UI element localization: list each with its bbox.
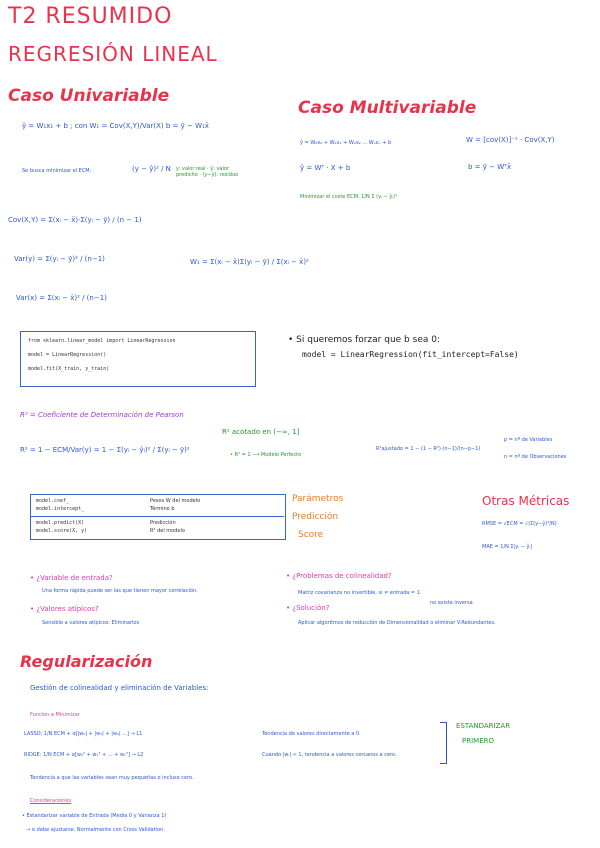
page-title: T2 RESUMIDO xyxy=(8,4,173,29)
estandarizar-label: ESTANDARIZAR xyxy=(456,722,511,730)
answer-input-variable: Una forma rápida puede ser las que tienen mayor correlación. xyxy=(42,588,198,594)
univariable-yhat-eq: ŷ = W₁x₁ + b ; con W₁ = Cov(X,Y)/Var(X) b = ȳ − W₁x̄ xyxy=(22,122,209,130)
primero-label: PRIMERO xyxy=(462,737,494,745)
r2-range: R² acotado en (−∞, 1] xyxy=(222,428,300,436)
metrics-box-divider xyxy=(30,516,284,517)
ecm-notes: y: valor real · ŷ: valor predicho · (y−ŷ): residuo xyxy=(176,166,239,178)
var-x-formula: Var(x) = Σ(xᵢ − x̄)² / (n−1) xyxy=(16,294,107,302)
mae-formula: MAE = 1/N Σ|yᵢ − ŷᵢ| xyxy=(482,544,533,550)
other-metrics-heading: Otras Métricas xyxy=(482,494,570,508)
multivariable-b-eq: b = ȳ − Wᵀx̄ xyxy=(468,163,511,171)
funcion-minimizar: Función a Minimizar xyxy=(30,712,80,718)
r2-adjusted: R²ajustado = 1 − (1 − R²)·(n−1)/(n−p−1) xyxy=(376,446,481,452)
consideracion-2: → α debe ajustarse. Normalmente con Cross Validation. xyxy=(26,827,165,833)
question-collinearity: • ¿Problemas de colinealidad? xyxy=(286,572,392,580)
question-outliers: • ¿Valores atípicos? xyxy=(30,605,99,613)
multivariable-eq2: ŷ = Wᵀ · X + b xyxy=(300,164,351,172)
multivariable-w-eq: W = [cov(X)]⁻¹ · Cov(X,Y) xyxy=(466,136,555,144)
metrics-right-2: Término b xyxy=(150,506,175,512)
question-input-variable: • ¿Variable de entrada? xyxy=(30,574,113,582)
answer-outliers: Sensible a valores atípicos: Eliminarlos xyxy=(42,620,140,626)
question-solution: • ¿Solución? xyxy=(286,604,330,612)
cov-formula: Cov(X,Y) = Σ(xᵢ − x̄)·Σ(yᵢ − ȳ) / (n − 1) xyxy=(8,216,142,224)
regularizacion-heading: Regularización xyxy=(20,652,153,671)
force-note-line1: • Si queremos forzar que b sea 0: xyxy=(288,335,440,345)
w1-formula: W₁ = Σ(xᵢ − x̄)Σ(yᵢ − ȳ) / Σ(xᵢ − x̄)² xyxy=(190,258,309,266)
answer-collinearity-note: no existe inversa xyxy=(430,600,473,606)
regularizacion-bracket xyxy=(440,722,447,764)
metrics-left-1: model.coef_ xyxy=(36,498,70,504)
ecm-label: Se busca minimizar el ECM: xyxy=(22,168,92,174)
ridge-eq: RIDGE: 1/N ECM + α[w₀² + w₁² + ... + wₙ²] → L2 xyxy=(24,752,144,758)
side-label-prediccion: Predicción xyxy=(292,512,339,522)
page-subtitle: REGRESIÓN LINEAL xyxy=(8,42,218,66)
metrics-right-4: R² del modelo xyxy=(150,528,185,534)
r2-formula: R² = 1 − ECM/Var(y) = 1 − Σ(yᵢ − ŷᵢ)² / Σ(yᵢ − ȳ)² xyxy=(20,446,190,454)
metrics-right-3: Predicción xyxy=(150,520,176,526)
force-note-line2: model = LinearRegression(fit_intercept=False) xyxy=(302,350,519,359)
lasso-eq: LASSO: 1/N ECM + α[|w₀| + |w₁| + |w₂| ...] → L1 xyxy=(24,731,143,737)
metrics-left-4: model.score(X, y) xyxy=(36,528,88,534)
consideraciones-heading: Consideraciones xyxy=(30,798,72,804)
metrics-left-3: model.predict(X) xyxy=(36,520,85,526)
var-y-formula: Var(y) = Σ(yᵢ − ȳ)² / (n−1) xyxy=(14,255,105,263)
univariable-heading: Caso Univariable xyxy=(8,86,170,106)
r2-perfect: • R² = 1 ⟶ Modelo Perfecto xyxy=(230,452,302,458)
metrics-right-1: Pesos W del modelo xyxy=(150,498,201,504)
code-line-2: model = LinearRegression() xyxy=(28,352,107,358)
tendencia-note: Tendencia a que las variables sean muy pequeñas o incluso cero. xyxy=(30,775,194,781)
lasso-note: Tendencia de valores directamente a 0. xyxy=(262,731,361,737)
ridge-note: Cuando |wᵢ| < 1, tendencia a valores cercanos a cero. xyxy=(262,752,397,758)
regularizacion-sub: Gestión de colinealidad y eliminación de Variables: xyxy=(30,684,209,692)
rmse-formula: RMSE = √ECM = √(Σ(y−ŷ)²/N) xyxy=(482,521,557,527)
r2-n-note: n = nº de Observaciones xyxy=(504,454,567,460)
consideracion-1: • Estandarizar variable de Entrada (Media 0 y Varianza 1) xyxy=(22,813,167,819)
metrics-left-2: model.intercept_ xyxy=(36,506,85,512)
multivariable-ecm: Minimizar el coste ECM: 1/N Σ (yᵢ − ŷᵢ)² xyxy=(300,194,398,200)
side-label-parametros: Parámetros xyxy=(292,494,344,504)
answer-solution: Aplicar algoritmos de reducción de Dimensionalidad o eliminar V.Redundantes. xyxy=(298,620,496,626)
side-label-score: Score xyxy=(298,530,324,540)
ecm-formula: (y − ŷ)² / N xyxy=(132,165,171,173)
code-line-1: from sklearn.linear_model import LinearRegression xyxy=(28,338,176,344)
multivariable-eq1: ŷ = W₀x₀ + W₁x₁ + W₂x₂ ... Wₙxₙ + b xyxy=(300,140,392,146)
answer-collinearity: Matriz covarianza no invertible, si ≠ entrada = 1. xyxy=(298,590,422,596)
code-line-3: model.fit(X_train, y_train) xyxy=(28,366,110,372)
r2-heading: R² = Coeficiente de Determinación de Pearson xyxy=(20,411,184,419)
multivariable-heading: Caso Multivariable xyxy=(298,98,477,118)
r2-p-note: p = nº de Variables xyxy=(504,437,553,443)
